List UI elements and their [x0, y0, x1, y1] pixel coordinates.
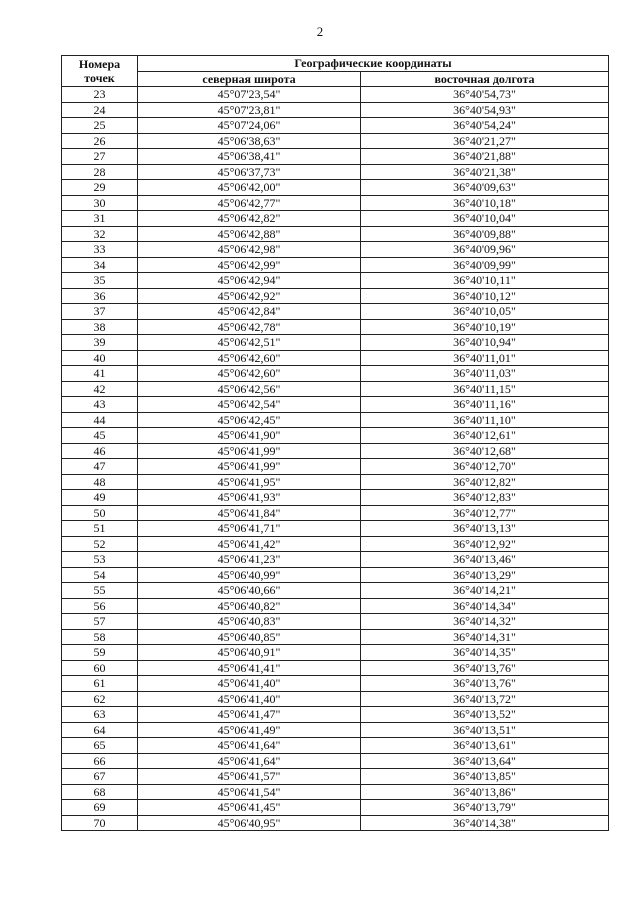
- latitude-cell: 45°06'41,71": [138, 521, 361, 537]
- table-row: [62, 211, 609, 227]
- table-row: [62, 335, 609, 351]
- point-number-cell: 33: [62, 242, 138, 258]
- point-number-cell: 68: [62, 784, 138, 800]
- point-number-cell: 24: [62, 102, 138, 118]
- longitude-cell: 36°40'14,38": [361, 815, 609, 831]
- latitude-cell: 45°06'40,83": [138, 614, 361, 630]
- latitude-cell: 45°06'42,88": [138, 226, 361, 242]
- longitude-cell: 36°40'11,15": [361, 381, 609, 397]
- longitude-cell: 36°40'13,85": [361, 769, 609, 785]
- longitude-cell: 36°40'10,04": [361, 211, 609, 227]
- longitude-cell: 36°40'13,52": [361, 707, 609, 723]
- latitude-cell: 45°06'42,45": [138, 412, 361, 428]
- point-number-cell: 25: [62, 118, 138, 134]
- point-number-cell: 34: [62, 257, 138, 273]
- longitude-cell: 36°40'13,61": [361, 738, 609, 754]
- point-number-cell: 53: [62, 552, 138, 568]
- longitude-cell: 36°40'12,77": [361, 505, 609, 521]
- point-number-cell: 44: [62, 412, 138, 428]
- point-number-cell: 23: [62, 87, 138, 103]
- latitude-cell: 45°06'42,00": [138, 180, 361, 196]
- longitude-cell: 36°40'12,61": [361, 428, 609, 444]
- latitude-cell: 45°06'42,78": [138, 319, 361, 335]
- point-number-cell: 55: [62, 583, 138, 599]
- latitude-cell: 45°06'42,60": [138, 350, 361, 366]
- longitude-cell: 36°40'11,03": [361, 366, 609, 382]
- latitude-cell: 45°06'41,64": [138, 738, 361, 754]
- table-body: [62, 87, 609, 831]
- longitude-cell: 36°40'10,18": [361, 195, 609, 211]
- geo-coordinates-header: Географические координаты: [138, 56, 609, 72]
- point-number-cell: 61: [62, 676, 138, 692]
- latitude-cell: 45°06'41,57": [138, 769, 361, 785]
- latitude-cell: 45°06'41,54": [138, 784, 361, 800]
- table-row: [62, 350, 609, 366]
- table-row: [62, 412, 609, 428]
- longitude-cell: 36°40'13,51": [361, 722, 609, 738]
- point-number-cell: 30: [62, 195, 138, 211]
- longitude-cell: 36°40'12,68": [361, 443, 609, 459]
- point-number-cell: 49: [62, 490, 138, 506]
- longitude-cell: 36°40'13,76": [361, 676, 609, 692]
- point-number-cell: 66: [62, 753, 138, 769]
- table-row: [62, 567, 609, 583]
- table-row: [62, 242, 609, 258]
- latitude-cell: 45°06'41,99": [138, 459, 361, 475]
- point-number-cell: 58: [62, 629, 138, 645]
- latitude-cell: 45°06'41,90": [138, 428, 361, 444]
- table-row: [62, 521, 609, 537]
- points-header-line1: Номера: [78, 56, 121, 71]
- longitude-cell: 36°40'11,16": [361, 397, 609, 413]
- longitude-cell: 36°40'10,94": [361, 335, 609, 351]
- point-number-cell: 67: [62, 769, 138, 785]
- table-row: [62, 319, 609, 335]
- point-number-cell: 52: [62, 536, 138, 552]
- point-number-cell: 39: [62, 335, 138, 351]
- table-row: [62, 691, 609, 707]
- latitude-cell: 45°06'41,93": [138, 490, 361, 506]
- longitude-cell: 36°40'10,12": [361, 288, 609, 304]
- longitude-cell: 36°40'12,83": [361, 490, 609, 506]
- point-number-cell: 28: [62, 164, 138, 180]
- table-row: [62, 288, 609, 304]
- longitude-cell: 36°40'13,79": [361, 800, 609, 816]
- table-row: [62, 474, 609, 490]
- table-row: [62, 257, 609, 273]
- latitude-cell: 45°06'42,82": [138, 211, 361, 227]
- latitude-cell: 45°06'41,42": [138, 536, 361, 552]
- table-row: [62, 397, 609, 413]
- point-number-cell: 62: [62, 691, 138, 707]
- table-row: [62, 428, 609, 444]
- point-number-cell: 27: [62, 149, 138, 165]
- latitude-cell: 45°06'41,64": [138, 753, 361, 769]
- latitude-cell: 45°06'41,40": [138, 691, 361, 707]
- latitude-cell: 45°06'41,40": [138, 676, 361, 692]
- longitude-cell: 36°40'11,10": [361, 412, 609, 428]
- latitude-header: северная широта: [138, 71, 361, 87]
- table-header: [62, 56, 609, 87]
- table-row: [62, 583, 609, 599]
- latitude-cell: 45°06'40,91": [138, 645, 361, 661]
- table-row: [62, 753, 609, 769]
- table-row: [62, 195, 609, 211]
- point-number-cell: 59: [62, 645, 138, 661]
- longitude-cell: 36°40'21,88": [361, 149, 609, 165]
- point-number-cell: 48: [62, 474, 138, 490]
- point-number-cell: 37: [62, 304, 138, 320]
- longitude-cell: 36°40'09,96": [361, 242, 609, 258]
- latitude-cell: 45°07'23,81": [138, 102, 361, 118]
- point-number-cell: 65: [62, 738, 138, 754]
- table-row: [62, 800, 609, 816]
- longitude-cell: 36°40'13,29": [361, 567, 609, 583]
- point-number-cell: 69: [62, 800, 138, 816]
- coordinates-table: [61, 55, 609, 831]
- latitude-cell: 45°06'41,47": [138, 707, 361, 723]
- table-row: [62, 660, 609, 676]
- longitude-cell: 36°40'13,46": [361, 552, 609, 568]
- longitude-cell: 36°40'10,11": [361, 273, 609, 289]
- latitude-cell: 45°06'42,84": [138, 304, 361, 320]
- latitude-cell: 45°06'42,60": [138, 366, 361, 382]
- point-number-cell: 29: [62, 180, 138, 196]
- latitude-cell: 45°06'42,54": [138, 397, 361, 413]
- latitude-cell: 45°06'38,41": [138, 149, 361, 165]
- latitude-cell: 45°06'42,92": [138, 288, 361, 304]
- latitude-cell: 45°06'42,56": [138, 381, 361, 397]
- longitude-cell: 36°40'13,72": [361, 691, 609, 707]
- longitude-cell: 36°40'09,88": [361, 226, 609, 242]
- point-number-cell: 54: [62, 567, 138, 583]
- latitude-cell: 45°06'40,85": [138, 629, 361, 645]
- point-number-cell: 31: [62, 211, 138, 227]
- point-number-cell: 35: [62, 273, 138, 289]
- table-row: [62, 381, 609, 397]
- table-row: [62, 738, 609, 754]
- table-row: [62, 133, 609, 149]
- longitude-cell: 36°40'14,34": [361, 598, 609, 614]
- table-row: [62, 180, 609, 196]
- longitude-cell: 36°40'12,70": [361, 459, 609, 475]
- table-row: [62, 676, 609, 692]
- longitude-cell: 36°40'09,99": [361, 257, 609, 273]
- point-number-cell: 70: [62, 815, 138, 831]
- table-row: [62, 815, 609, 831]
- point-number-cell: 56: [62, 598, 138, 614]
- longitude-cell: 36°40'13,76": [361, 660, 609, 676]
- point-number-cell: 43: [62, 397, 138, 413]
- latitude-cell: 45°06'42,77": [138, 195, 361, 211]
- longitude-cell: 36°40'10,05": [361, 304, 609, 320]
- table-row: [62, 87, 609, 103]
- longitude-cell: 36°40'54,24": [361, 118, 609, 134]
- table-row: [62, 629, 609, 645]
- table-row: [62, 118, 609, 134]
- table-row: [62, 443, 609, 459]
- table-row: [62, 164, 609, 180]
- point-number-cell: 40: [62, 350, 138, 366]
- table-row: [62, 645, 609, 661]
- point-number-cell: 50: [62, 505, 138, 521]
- latitude-cell: 45°06'41,84": [138, 505, 361, 521]
- table-row: [62, 505, 609, 521]
- point-number-cell: 36: [62, 288, 138, 304]
- point-number-cell: 46: [62, 443, 138, 459]
- point-number-cell: 45: [62, 428, 138, 444]
- table-row: [62, 552, 609, 568]
- table-row: [62, 598, 609, 614]
- point-number-cell: 60: [62, 660, 138, 676]
- point-number-cell: 26: [62, 133, 138, 149]
- latitude-cell: 45°07'24,06": [138, 118, 361, 134]
- latitude-cell: 45°06'41,23": [138, 552, 361, 568]
- table-row: [62, 722, 609, 738]
- point-number-cell: 42: [62, 381, 138, 397]
- longitude-cell: 36°40'13,64": [361, 753, 609, 769]
- point-number-cell: 47: [62, 459, 138, 475]
- point-number-cell: 63: [62, 707, 138, 723]
- longitude-cell: 36°40'14,35": [361, 645, 609, 661]
- table-row: [62, 536, 609, 552]
- table-row: [62, 769, 609, 785]
- longitude-cell: 36°40'11,01": [361, 350, 609, 366]
- point-number-cell: 38: [62, 319, 138, 335]
- points-number-header: [62, 56, 138, 87]
- latitude-cell: 45°06'40,66": [138, 583, 361, 599]
- table-row: [62, 149, 609, 165]
- latitude-cell: 45°06'42,99": [138, 257, 361, 273]
- longitude-cell: 36°40'21,27": [361, 133, 609, 149]
- point-number-cell: 57: [62, 614, 138, 630]
- latitude-cell: 45°06'40,82": [138, 598, 361, 614]
- table-row: [62, 707, 609, 723]
- point-number-cell: 41: [62, 366, 138, 382]
- latitude-cell: 45°06'40,95": [138, 815, 361, 831]
- latitude-cell: 45°06'41,95": [138, 474, 361, 490]
- table-row: [62, 273, 609, 289]
- table-row: [62, 784, 609, 800]
- points-header-line2: точек: [84, 71, 115, 85]
- latitude-cell: 45°06'38,63": [138, 133, 361, 149]
- latitude-cell: 45°06'42,98": [138, 242, 361, 258]
- longitude-cell: 36°40'12,92": [361, 536, 609, 552]
- latitude-cell: 45°06'41,45": [138, 800, 361, 816]
- longitude-cell: 36°40'54,93": [361, 102, 609, 118]
- table-row: [62, 366, 609, 382]
- latitude-cell: 45°06'42,51": [138, 335, 361, 351]
- latitude-cell: 45°06'42,94": [138, 273, 361, 289]
- latitude-cell: 45°07'23,54": [138, 87, 361, 103]
- table-row: [62, 226, 609, 242]
- latitude-cell: 45°06'40,99": [138, 567, 361, 583]
- table-row: [62, 304, 609, 320]
- longitude-cell: 36°40'12,82": [361, 474, 609, 490]
- longitude-cell: 36°40'14,21": [361, 583, 609, 599]
- longitude-cell: 36°40'14,31": [361, 629, 609, 645]
- longitude-header: восточная долгота: [361, 71, 609, 87]
- latitude-cell: 45°06'41,41": [138, 660, 361, 676]
- latitude-cell: 45°06'41,99": [138, 443, 361, 459]
- longitude-cell: 36°40'09,63": [361, 180, 609, 196]
- point-number-cell: 32: [62, 226, 138, 242]
- longitude-cell: 36°40'14,32": [361, 614, 609, 630]
- longitude-cell: 36°40'10,19": [361, 319, 609, 335]
- longitude-cell: 36°40'13,86": [361, 784, 609, 800]
- table-row: [62, 614, 609, 630]
- page-number: 2: [316, 24, 324, 39]
- longitude-cell: 36°40'54,73": [361, 87, 609, 103]
- latitude-cell: 45°06'41,49": [138, 722, 361, 738]
- latitude-cell: 45°06'37,73": [138, 164, 361, 180]
- longitude-cell: 36°40'13,13": [361, 521, 609, 537]
- table-row: [62, 102, 609, 118]
- point-number-cell: 64: [62, 722, 138, 738]
- point-number-cell: 51: [62, 521, 138, 537]
- table-row: [62, 459, 609, 475]
- longitude-cell: 36°40'21,38": [361, 164, 609, 180]
- table-row: [62, 490, 609, 506]
